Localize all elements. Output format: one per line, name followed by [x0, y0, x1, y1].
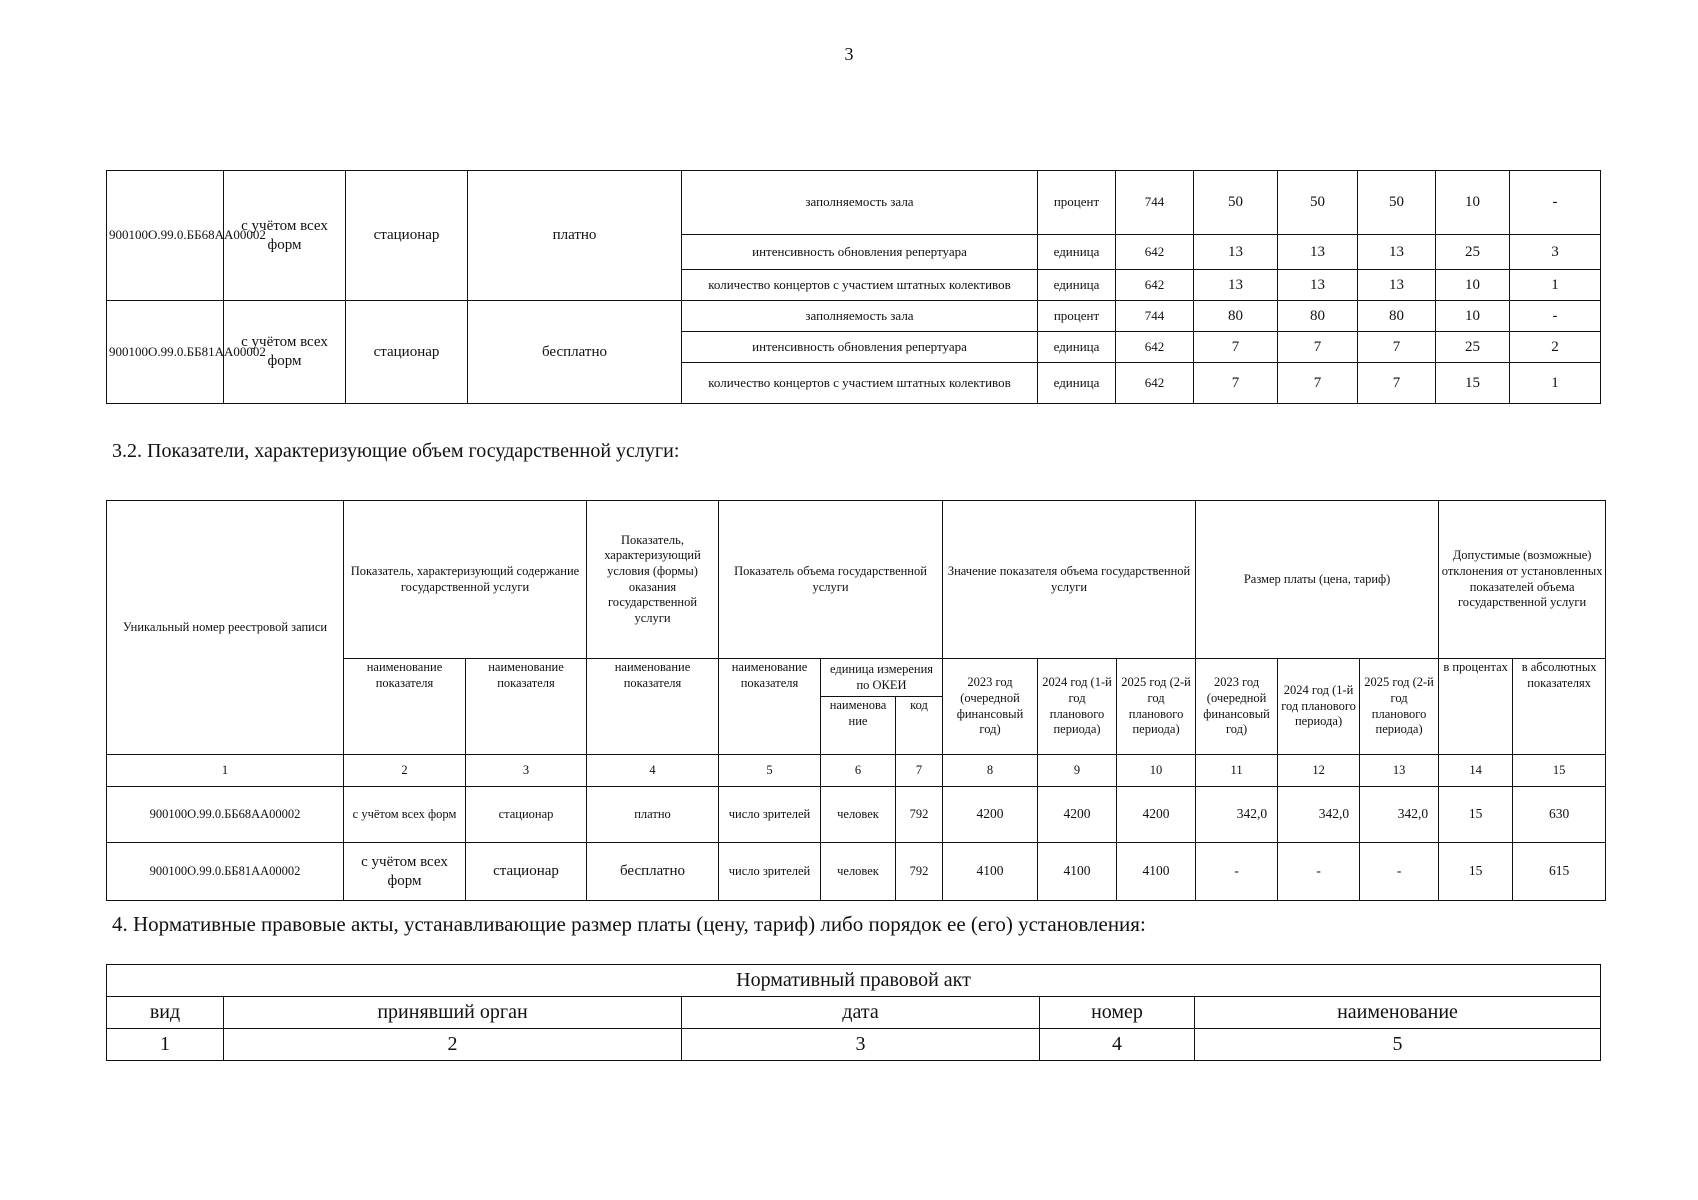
- table-row: [107, 171, 1601, 235]
- column-number: 7: [896, 755, 943, 787]
- deviation-percent: 10: [1436, 171, 1510, 235]
- column-number: 1: [107, 1029, 224, 1061]
- unit-name: процент: [1038, 171, 1116, 235]
- content-indicator: с учётом всех форм: [344, 787, 466, 843]
- table-row: [107, 843, 1606, 901]
- header-fee-2025: 2025 год (2-й год планового периода): [1360, 659, 1439, 755]
- section-heading: 4. Нормативные правовые акты, устанавливающие размер платы (цену, тариф) либо порядок ее (его) установления:: [112, 912, 1146, 936]
- header-deviation: Допустимые (возможные) отклонения от установленных показателей объема государственной услуги: [1439, 501, 1606, 659]
- unit-code: 642: [1116, 270, 1194, 301]
- value-2025: 7: [1358, 332, 1436, 363]
- normative-acts-table: [106, 964, 1601, 1061]
- payment-indicator: бесплатно: [587, 843, 719, 901]
- table-row: [107, 301, 1601, 332]
- indicator-name: интенсивность обновления репертуара: [682, 235, 1038, 270]
- acts-title: Нормативный правовой акт: [107, 965, 1601, 997]
- deviation-percent: 15: [1436, 363, 1510, 404]
- header-value: Значение показателя объема государственной услуги: [943, 501, 1196, 659]
- unit-name: единица: [1038, 363, 1116, 404]
- indicator-name: количество концертов с участием штатных колективов: [682, 363, 1038, 404]
- column-number: 9: [1038, 755, 1117, 787]
- header-number: номер: [1040, 997, 1195, 1029]
- fee-2023: 342,0: [1196, 787, 1278, 843]
- deviation-percent: 25: [1436, 235, 1510, 270]
- value-2025: 80: [1358, 301, 1436, 332]
- header-unit-okei: единица измерения по ОКЕИ: [821, 659, 943, 697]
- payment-indicator: платно: [587, 787, 719, 843]
- column-number: 13: [1360, 755, 1439, 787]
- deviation-absolute: 1: [1510, 363, 1601, 404]
- deviation-absolute: 1: [1510, 270, 1601, 301]
- fee-2025: 342,0: [1360, 787, 1439, 843]
- value-2023: 13: [1194, 270, 1278, 301]
- indicator-name: количество концертов с участием штатных колективов: [682, 270, 1038, 301]
- column-number: 15: [1513, 755, 1606, 787]
- header-date: дата: [682, 997, 1040, 1029]
- header-volume: Показатель объема государственной услуги: [719, 501, 943, 659]
- column-number: 2: [344, 755, 466, 787]
- column-number: 5: [719, 755, 821, 787]
- registry-number: 900100О.99.0.ББ81АА00002: [107, 843, 344, 901]
- unit-name: единица: [1038, 235, 1116, 270]
- header-kind: вид: [107, 997, 224, 1029]
- volume-indicator-name: число зрителей: [719, 843, 821, 901]
- value-2024: 13: [1278, 235, 1358, 270]
- value-2024: 13: [1278, 270, 1358, 301]
- content-indicator: с учётом всех форм: [344, 843, 466, 901]
- column-number: 12: [1278, 755, 1360, 787]
- header-value-2025: 2025 год (2-й год планового периода): [1117, 659, 1196, 755]
- header-title: наименование: [1195, 997, 1601, 1029]
- condition-indicator: стационар: [346, 171, 468, 301]
- header-registry: Уникальный номер реестровой записи: [107, 501, 344, 755]
- header-content: Показатель, характеризующий содержание государственной услуги: [344, 501, 587, 659]
- value-2025: 4100: [1117, 843, 1196, 901]
- section-heading: 3.2. Показатели, характеризующие объем государственной услуги:: [112, 440, 680, 462]
- column-number: 8: [943, 755, 1038, 787]
- deviation-percent: 10: [1436, 270, 1510, 301]
- column-number: 4: [587, 755, 719, 787]
- content-indicator: с учётом всех форм: [224, 301, 346, 404]
- header-in-absolute: в абсолютных показателях: [1513, 659, 1606, 755]
- header-indicator-name: наименование показателя: [719, 659, 821, 755]
- registry-number: 900100О.99.0.ББ81АА00002: [107, 301, 224, 404]
- condition-indicator: стационар: [466, 787, 587, 843]
- value-2023: 7: [1194, 332, 1278, 363]
- unit-code: 792: [896, 787, 943, 843]
- value-2024: 7: [1278, 332, 1358, 363]
- column-number-row: [107, 755, 1606, 787]
- column-number: 1: [107, 755, 344, 787]
- indicator-name: интенсивность обновления репертуара: [682, 332, 1038, 363]
- page-number: 3: [844, 44, 854, 64]
- condition-indicator: стационар: [346, 301, 468, 404]
- value-2023: 80: [1194, 301, 1278, 332]
- unit-name: человек: [821, 787, 896, 843]
- unit-code: 642: [1116, 235, 1194, 270]
- value-2023: 50: [1194, 171, 1278, 235]
- header-unit-code: код: [896, 697, 943, 755]
- condition-indicator: стационар: [466, 843, 587, 901]
- column-number: 11: [1196, 755, 1278, 787]
- deviation-percent: 15: [1439, 843, 1513, 901]
- indicator-name: заполняемость зала: [682, 301, 1038, 332]
- value-2025: 4200: [1117, 787, 1196, 843]
- value-2025: 50: [1358, 171, 1436, 235]
- volume-indicator-name: число зрителей: [719, 787, 821, 843]
- column-number: 6: [821, 755, 896, 787]
- unit-name: единица: [1038, 270, 1116, 301]
- column-number: 3: [682, 1029, 1040, 1061]
- quality-indicators-table: [106, 170, 1601, 404]
- value-2023: 4200: [943, 787, 1038, 843]
- deviation-percent: 25: [1436, 332, 1510, 363]
- header-indicator-name: наименование показателя: [587, 659, 719, 755]
- value-2023: 7: [1194, 363, 1278, 404]
- column-number: 2: [224, 1029, 682, 1061]
- deviation-percent: 15: [1439, 787, 1513, 843]
- deviation-absolute: -: [1510, 171, 1601, 235]
- registry-number: 900100О.99.0.ББ68АА00002: [107, 171, 224, 301]
- header-row: [107, 997, 1601, 1029]
- column-number: 14: [1439, 755, 1513, 787]
- header-in-percent: в процентах: [1439, 659, 1513, 755]
- volume-indicators-table: [106, 500, 1606, 901]
- unit-name: процент: [1038, 301, 1116, 332]
- table-row: [107, 787, 1606, 843]
- value-2024: 4100: [1038, 843, 1117, 901]
- header-indicator-name: наименование показателя: [344, 659, 466, 755]
- value-2023: 4100: [943, 843, 1038, 901]
- column-number: 5: [1195, 1029, 1601, 1061]
- header-value-2023: 2023 год (очередной финансовый год): [943, 659, 1038, 755]
- unit-code: 642: [1116, 332, 1194, 363]
- value-2023: 13: [1194, 235, 1278, 270]
- value-2024: 50: [1278, 171, 1358, 235]
- header-value-2024: 2024 год (1-й год планового периода): [1038, 659, 1117, 755]
- header-fee: Размер платы (цена, тариф): [1196, 501, 1439, 659]
- unit-code: 744: [1116, 301, 1194, 332]
- column-number: 4: [1040, 1029, 1195, 1061]
- unit-code: 744: [1116, 171, 1194, 235]
- value-2024: 80: [1278, 301, 1358, 332]
- header-authority: принявший орган: [224, 997, 682, 1029]
- deviation-absolute: 2: [1510, 332, 1601, 363]
- fee-2024: 342,0: [1278, 787, 1360, 843]
- header-row: [107, 501, 1606, 659]
- fee-2024: -: [1278, 843, 1360, 901]
- value-2025: 13: [1358, 270, 1436, 301]
- unit-code: 792: [896, 843, 943, 901]
- deviation-absolute: -: [1510, 301, 1601, 332]
- column-number: 3: [466, 755, 587, 787]
- registry-number: 900100О.99.0.ББ68АА00002: [107, 787, 344, 843]
- header-unit-name: наименова ние: [821, 697, 896, 755]
- unit-code: 642: [1116, 363, 1194, 404]
- value-2024: 7: [1278, 363, 1358, 404]
- deviation-absolute: 3: [1510, 235, 1601, 270]
- header-indicator-name: наименование показателя: [466, 659, 587, 755]
- header-row: [107, 965, 1601, 997]
- value-2024: 4200: [1038, 787, 1117, 843]
- deviation-absolute: 630: [1513, 787, 1606, 843]
- unit-name: единица: [1038, 332, 1116, 363]
- payment-indicator: платно: [468, 171, 682, 301]
- payment-indicator: бесплатно: [468, 301, 682, 404]
- unit-name: человек: [821, 843, 896, 901]
- value-2025: 7: [1358, 363, 1436, 404]
- header-fee-2023: 2023 год (очередной финансовый год): [1196, 659, 1278, 755]
- indicator-name: заполняемость зала: [682, 171, 1038, 235]
- deviation-absolute: 615: [1513, 843, 1606, 901]
- fee-2023: -: [1196, 843, 1278, 901]
- header-condition: Показатель, характеризующий условия (формы) оказания государственной услуги: [587, 501, 719, 659]
- column-number: 10: [1117, 755, 1196, 787]
- deviation-percent: 10: [1436, 301, 1510, 332]
- header-fee-2024: 2024 год (1-й год планового периода): [1278, 659, 1360, 755]
- column-number-row: [107, 1029, 1601, 1061]
- content-indicator: с учётом всех форм: [224, 171, 346, 301]
- fee-2025: -: [1360, 843, 1439, 901]
- value-2025: 13: [1358, 235, 1436, 270]
